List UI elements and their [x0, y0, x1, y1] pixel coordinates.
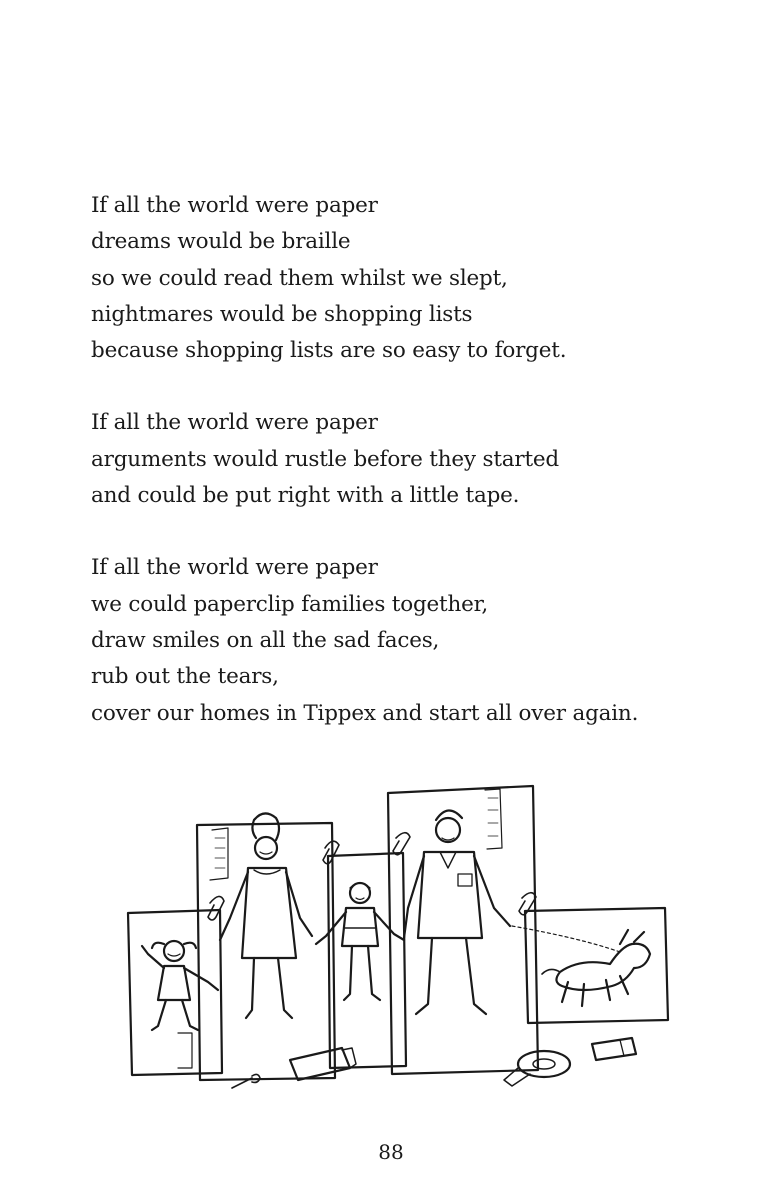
paper-sheets [128, 786, 668, 1080]
poem-line: If all the world were paper [91, 193, 378, 218]
paper-sheet-girl [128, 910, 222, 1075]
poem-line: If all the world were paper [91, 555, 378, 581]
tippex-bottle-icon [290, 1048, 350, 1080]
dog-figure [512, 926, 650, 1006]
woman-figure [220, 813, 312, 1018]
stanza-2 [91, 405, 771, 514]
paperclip-icon [323, 841, 339, 864]
paperclip-icon [393, 833, 410, 855]
poem-line: so we could read them whilst we slept, [91, 265, 508, 291]
poem-line: cover our homes in Tippex and start all over again. [91, 700, 639, 726]
poem-line: we could paperclip families together, [91, 591, 489, 617]
man-figure [404, 810, 510, 1014]
eraser-icon [592, 1038, 636, 1060]
tape-roll-icon [518, 1051, 570, 1077]
poem-line: nightmares would be shopping lists [91, 301, 473, 327]
poem-line: If all the world were paper [91, 410, 378, 436]
paperclip-icon [208, 896, 224, 920]
poem-line: arguments would rustle before they started [91, 446, 559, 472]
paper-sheet-man [388, 786, 538, 1074]
brush-icon [232, 1074, 260, 1088]
girl-figure [142, 941, 218, 1030]
poem-line: because shopping lists are so easy to forget. [91, 338, 567, 364]
poem [91, 188, 771, 768]
poem-line: draw smiles on all the sad faces, [91, 627, 440, 653]
page-number: 88 [378, 1140, 404, 1164]
stanza-3 [91, 550, 771, 731]
poem-line: rub out the tears, [91, 664, 279, 690]
poem-line: and could be put right with a little tape. [91, 483, 520, 509]
paper-sheet-dog [525, 908, 668, 1023]
art-supplies [232, 1038, 636, 1088]
family-paper-illustration [60, 768, 722, 1118]
paper-sheet-woman [197, 823, 335, 1080]
stanza-1 [91, 188, 771, 369]
poem-line: dreams would be braille [91, 229, 351, 255]
